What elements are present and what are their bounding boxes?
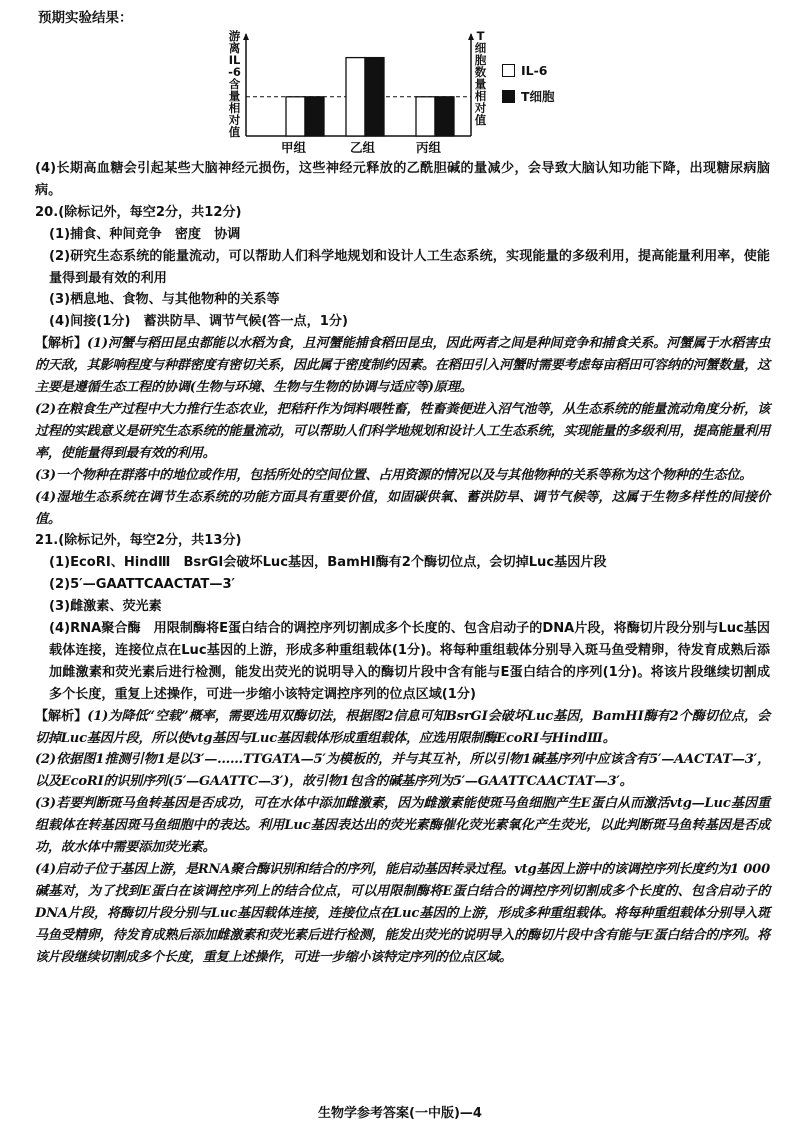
legend-swatch-tcell [502, 90, 515, 103]
q21-explanation-3: (3)若要判断斑马鱼转基因是否成功，可在水体中添加雌激素，因为雌激素能使斑马鱼细胞产生E蛋白从而激活vtg—Luc基因重组载体在转基因斑马鱼细胞中的表达。利用Luc基因表达出的荧光素酶催化荧光素氧化产生荧光，以此判断斑马鱼转基因是否成功，故水体中需要添加荧光素。 [35, 796, 770, 856]
q20-answer-2: (2)研究生态系统的能量流动，可以帮助人们科学地规划和设计人工生态系统，实现能量的多级利用，提高能量利用率，使能量得到最有效的利用 [49, 248, 770, 286]
q21-explanation-1 [35, 706, 770, 750]
legend-item-il6 [502, 60, 555, 80]
bar-il6-3 [416, 97, 435, 136]
q21-heading: 21.(除标记外，每空2分，共13分) [35, 533, 242, 549]
y-axis-right-arrow [468, 33, 474, 40]
legend-label-tcell: T细胞 [521, 89, 555, 104]
q20-answer-4: (4)间接(1分) 蓄洪防旱、调节气候(答一点，1分) [49, 314, 348, 330]
bar-tcell-3 [435, 97, 454, 136]
q20-answer-3: (3)栖息地、食物、与其他物种的关系等 [49, 292, 280, 308]
legend-swatch-il6 [502, 64, 515, 77]
q20-explanation-1 [35, 333, 770, 399]
q21-explanation-4: (4)启动子位于基因上游，是RNA聚合酶识别和结合的序列，能启动基因转录过程。vtg基因上游中的该调控序列长度约为1 000碱基对，为了找到E蛋白在该调控序列上的结合位点，可以用限制酶将E蛋白结合的调控序列切割成多个长度的、包含启动子的DNA片段，将酶切片段分别与Luc基因载体连接，连接位点在Luc基因的上游，形成多种重组载体。将每种重组载体分别导入斑马鱼受精卵，待发育成熟后添加雌激素和荧光素后进行检测，能发出荧光的说明导入的酶切片段中含有能与E蛋白结合的序列。将该片段继续切割成多个长度，重复上述操作，可进一步缩小该特定序列的位点区域。 [35, 862, 770, 965]
q20-answer-1: (1)捕食、种间竞争 密度 协调 [49, 226, 241, 242]
q21-explanation-2: (2)依据图1推测引物1是以3′—……TTGATA—5′为模板的，并与其互补，所以引物1碱基序列中应该含有5′—AACTAT—3′，以及EcoRⅠ的识别序列(5′—GAATTC—3′)，故引物1包含的碱基序列为5′—GAATTCAACTAT—3′。 [35, 752, 770, 790]
q20-heading: 20.(除标记外，每空2分，共12分) [35, 204, 242, 220]
category-label-jia: 甲组 [281, 140, 307, 155]
q20-explanation-tag: 【解析】 [35, 336, 87, 352]
category-label-yi: 乙组 [350, 140, 376, 155]
q20-explanation-3: (3)一个物种在群落中的地位或作用，包括所处的空间位置、占用资源的情况以及与其他物种的关系等称为这个物种的生态位。 [35, 467, 753, 483]
y-axis-right-label: T细胞数量相对值 [474, 29, 487, 127]
y-axis-left-label: 游离IL-6含量相对值 [228, 29, 241, 139]
bar-tcell-1 [305, 97, 324, 136]
bar-il6-2 [346, 58, 365, 136]
q21-explanation-1-text: (1)为降低“空载”概率，需要选用双酶切法，根据图2信息可知BsrGⅠ会破坏Luc基因，BamHⅠ酶有2个酶切位点，会切掉Luc基因片段，所以使vtg基因与Luc基因载体形成重组载体，应选用限制酶EcoRⅠ与HindⅢ。 [35, 708, 770, 746]
category-label-bing: 丙组 [416, 140, 442, 155]
q19-answer-4: (4)长期高血糖会引起某些大脑神经元损伤，这些神经元释放的乙酰胆碱的量减少，会导致大脑认知功能下降，出现糖尿病脑病。 [35, 161, 770, 198]
page-footer: 生物学参考答案(一中版)—4 [318, 1106, 482, 1121]
q20-explanation-4: (4)湿地生态系统在调节生态系统的功能方面具有重要价值，如固碳供氧、蓄洪防旱、调节气候等，这属于生物多样性的间接价值。 [35, 489, 770, 527]
legend-label-il6: IL-6 [521, 62, 548, 78]
y-axis-left-arrow [243, 33, 249, 40]
q20-explanation-2: (2)在粮食生产过程中大力推行生态农业，把秸秆作为饲料喂牲畜，牲畜粪便进入沼气池等，从生态系统的能量流动角度分析，该过程的实践意义是研究生态系统的能量流动，可以帮助人们科学地规划和设计人工生态系统，实现能量的多级利用，提高能量利用率，使能量得到最有效的利用。 [35, 401, 770, 461]
expected-results-label: 预期实验结果： [38, 10, 133, 26]
legend-item-tcell [502, 86, 555, 106]
chart-legend [502, 60, 555, 112]
q20-explanation-1-text: (1)河蟹与稻田昆虫都能以水稻为食，且河蟹能捕食稻田昆虫，因此两者之间是种间竞争和捕食关系。河蟹属于水稻害虫的天敌，其影响程度与种群密度有密切关系，因此属于密度制约因素。在稻田引入河蟹时需要考虑每亩稻田可容纳的河蟹数量，这主要是遵循生态工程的协调(生物与环境、生物与生物的协调与适应等)原理。 [35, 336, 770, 396]
q21-answer-3: (3)雌激素、荧光素 [49, 599, 162, 615]
q21-answer-1: (1)EcoRⅠ、HindⅢ BsrGⅠ会破坏Luc基因，BamHⅠ酶有2个酶切位点，会切掉Luc基因片段 [49, 555, 607, 571]
results-bar-chart [228, 28, 608, 154]
q21-answer-4: (4)RNA聚合酶 用限制酶将E蛋白结合的调控序列切割成多个长度的、包含启动子的DNA片段，将酶切片段分别与Luc基因载体连接，连接位点在Luc基因的上游，形成多种重组载体(1分)。将每种重组载体分别导入斑马鱼受精卵，待发育成熟后添加雌激素和荧光素后进行检测，能发出荧光的说明导入的酶切片段中含有能与E蛋白结合的序列(1分)。将该片段继续切割成多个长度，重复上述操作，可进一步缩小该特定调控序列的位点区域(1分) [49, 621, 770, 702]
q21-answer-2: (2)5′—GAATTCAACTAT—3′ [49, 577, 236, 593]
q21-explanation-tag: 【解析】 [35, 708, 88, 724]
bar-il6-1 [286, 97, 305, 136]
answer-content [35, 158, 770, 969]
bar-tcell-2 [365, 58, 384, 136]
